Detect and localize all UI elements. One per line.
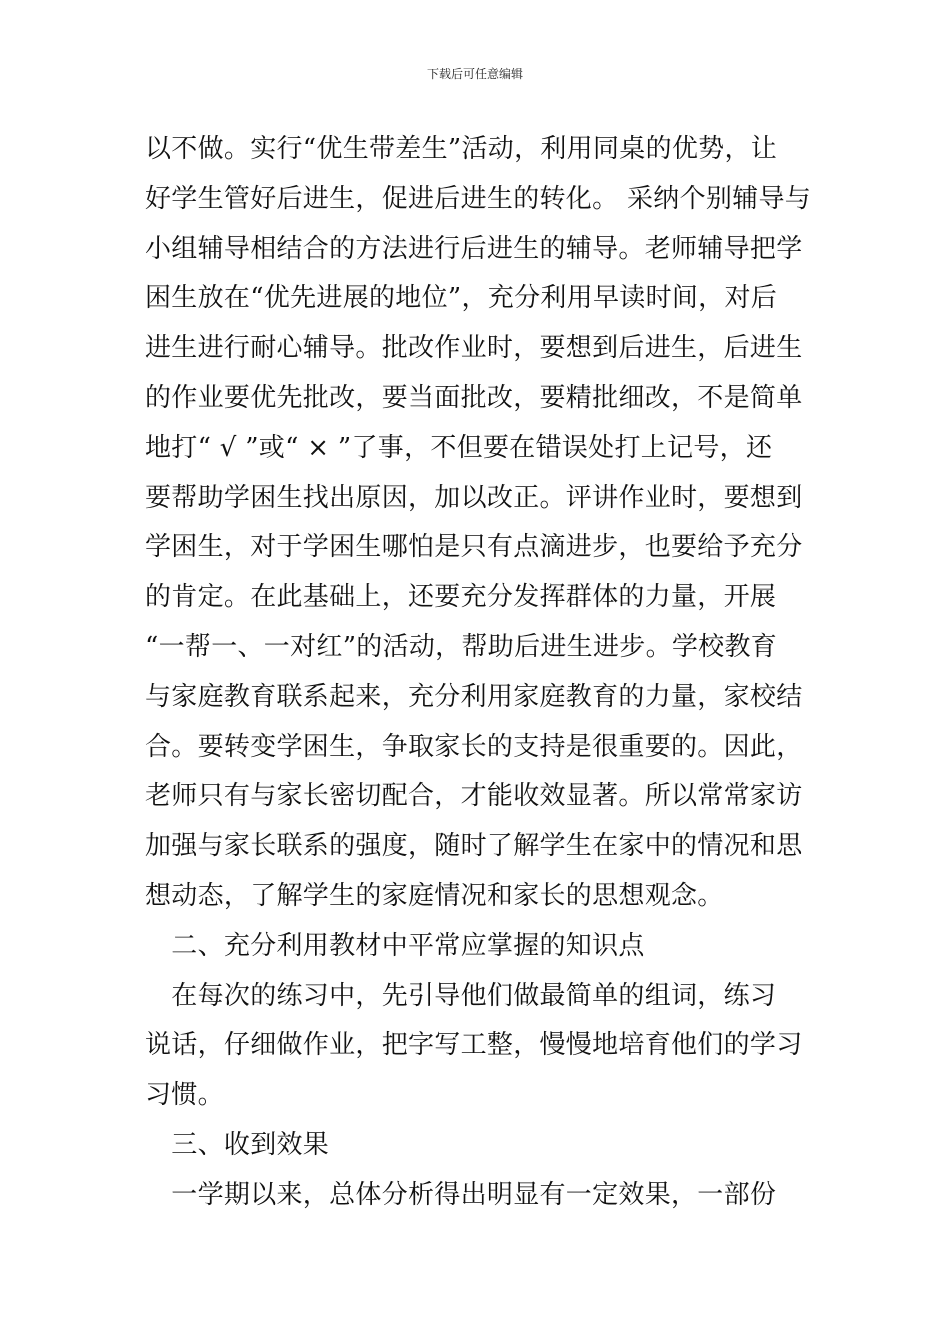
text-line: 想动态，了解学生的家庭情况和家长的思想观念。 [145, 880, 724, 911]
text-line: 进生进行耐心辅导。批改作业时，要想到后进生，后进生 [145, 333, 803, 364]
text-line: 要帮助学困生找出原因，加以改正。评讲作业时，要想到 [145, 482, 803, 513]
section-heading: 三、收到效果 [145, 1129, 330, 1160]
text-line: 的肯定。在此基础上，还要充分发挥群体的力量，开展 [145, 582, 777, 613]
text-line: 以不做。实行“优生带差生”活动，利用同桌的优势，让 [145, 134, 778, 164]
document-body [145, 125, 825, 1221]
text-line: “一帮一、一对红”的活动，帮助后进生进步。学校教育 [145, 631, 778, 662]
text-line: 地打“ √ ”或“ × ”了事，不但要在错误处打上记号，还 [145, 432, 773, 463]
text-line: 与家庭教育联系起来，充分利用家庭教育的力量，家校结 [145, 681, 803, 712]
text-line: 老师只有与家长密切配合，才能收效显著。所以常常家访 [145, 781, 803, 812]
text-line: 困生放在“优先进展的地位”，充分利用早读时间，对后 [145, 283, 778, 314]
text-line: 加强与家长联系的强度，随时了解学生在家中的情况和思 [145, 831, 803, 862]
text-line: 在每次的练习中，先引导他们做最简单的组词，练习 [145, 980, 777, 1011]
text-line: 说话，仔细做作业，把字写工整，慢慢地培育他们的学习 [145, 1030, 803, 1061]
text-line: 习惯。 [145, 1080, 224, 1111]
page-header: 下载后可任意编辑 [426, 67, 523, 81]
text-line: 小组辅导相结合的方法进行后进生的辅导。老师辅导把学 [145, 233, 803, 264]
text-line: 一学期以来，总体分析得出明显有一定效果，一部份 [145, 1179, 777, 1210]
text-line: 学困生，对于学困生哪怕是只有点滴进步，也要给予充分 [145, 532, 803, 563]
section-heading: 二、充分利用教材中平常应掌握的知识点 [145, 930, 645, 961]
text-line: 好学生管好后进生，促进后进生的转化。 采纳个别辅导与 [145, 183, 812, 214]
text-line: 的作业要优先批改，要当面批改，要精批细改，不是简单 [145, 382, 803, 413]
text-line: 合。要转变学困生，争取家长的支持是很重要的。因此， [145, 731, 803, 762]
